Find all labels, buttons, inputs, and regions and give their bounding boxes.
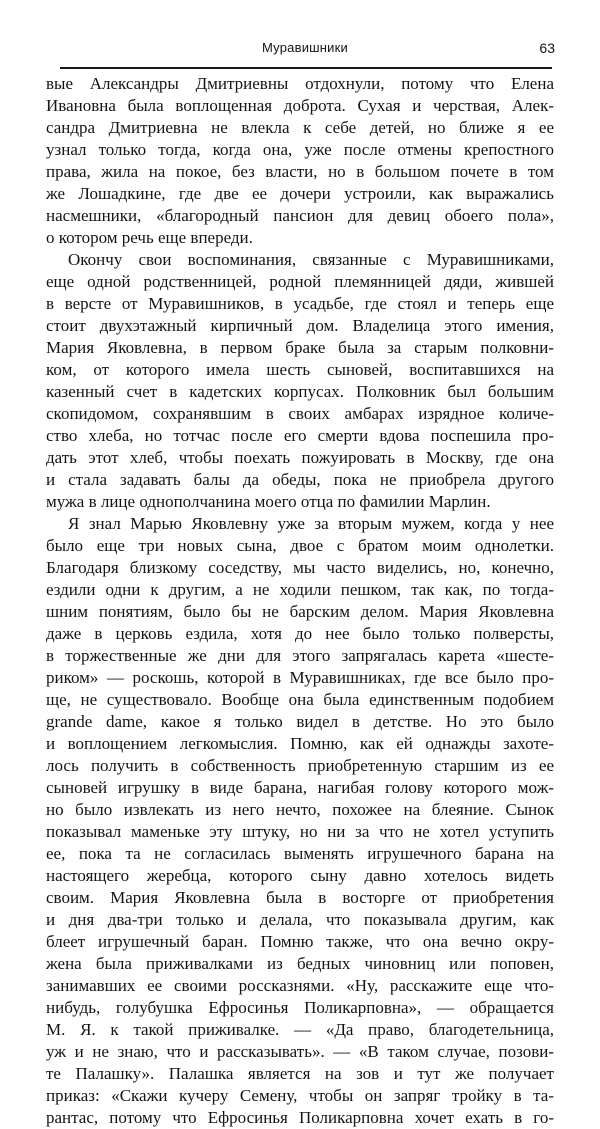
text-line: Ивановна была воплощенная доброта. Сухая и черствая, Алек-: [46, 96, 554, 115]
text-line: насмешники, «благородный пансион для девиц обоего пола»,: [46, 206, 554, 225]
text-line: шним понятиям, было бы не барским делом. Мария Яковлевна: [46, 602, 554, 621]
text-line: жена была приживалками из бедных чиновниц или поповен,: [46, 954, 554, 973]
text-line: grande dame, какое я только видел в детстве. Но это было: [46, 712, 554, 731]
text-line: Окончу свои воспоминания, связанные с Муравишниками,: [68, 250, 554, 269]
text-line: Мария Яковлевна, в первом браке была за старым полковни-: [46, 338, 554, 357]
body-text: [46, 73, 554, 1129]
text-line: сандра Дмитриевна не влекла к себе детей, но ближе я ее: [46, 118, 554, 137]
text-line: дать этот хлеб, чтобы поехать пожуировать в Москву, где она: [46, 448, 554, 467]
text-line: мужа в лице однополчанина моего отца по фамилии Марлин.: [46, 492, 491, 511]
text-line: ще, не существовало. Вообще она была единственным подобием: [46, 690, 554, 709]
text-line: М. Я. к такой приживалке. — «Да право, благодетельница,: [46, 1020, 554, 1039]
text-line: казенный счет в кадетских корпусах. Полковник был большим: [46, 382, 554, 401]
header-rule: [60, 67, 552, 69]
text-line: узнал только тогда, когда она, уже после отмены крепостного: [46, 140, 554, 159]
text-line: о котором речь еще впереди.: [46, 228, 253, 247]
text-line: приказ: «Скажи кучеру Семену, чтобы он запряг тройку в та-: [46, 1086, 554, 1105]
text-line: рантас, потому что Ефросинья Поликарповна хочет ехать в го-: [46, 1108, 554, 1127]
page-header: [55, 40, 555, 62]
text-line: было еще три новых сына, двое с братом моим однолетки.: [46, 536, 554, 555]
text-line: настоящего жеребца, которого сыну давно хотелось видеть: [46, 866, 554, 885]
text-line: и дня два-три только и делала, что показывала другим, как: [46, 910, 554, 929]
text-line: своим. Мария Яковлевна была в восторге от приобретения: [46, 888, 554, 907]
text-line: ездили одни к другим, а не ходили пешком, так как, по тогда-: [46, 580, 554, 599]
text-line: и стала задавать балы да обеды, пока не приобрела другого: [46, 470, 554, 489]
text-line: стоит двухэтажный кирпичный дом. Владелица этого имения,: [46, 316, 554, 335]
text-line: показывал маменьке эту штуку, но ни за что не хотел уступить: [46, 822, 554, 841]
text-line: но было извлекать из него нечто, похожее на блеяние. Сынок: [46, 800, 554, 819]
text-line: вые Александры Дмитриевны отдохнули, потому что Елена: [46, 74, 554, 93]
text-line: уж и не знаю, что и рассказывать». — «В таком случае, позови-: [46, 1042, 554, 1061]
text-line: ее, пока та не согласилась выменять игрушечного барана на: [46, 844, 554, 863]
text-line: те Палашку». Палашка является на зов и тут же получает: [46, 1064, 554, 1083]
text-line: занимавших ее своими россказнями. «Ну, расскажите еще что-: [46, 976, 554, 995]
text-line: риком» — роскошь, которой в Муравишниках, где все было про-: [46, 668, 554, 687]
text-line: даже в церковь ездила, хотя до нее было только полверсты,: [46, 624, 554, 643]
text-line: и воплощением легкомыслия. Помню, как ей однажды захоте-: [46, 734, 554, 753]
text-line: Я знал Марью Яковлевну уже за вторым мужем, когда у нее: [68, 514, 554, 533]
text-line: блеет игрушечный баран. Помню также, что она вечно окру-: [46, 932, 554, 951]
text-line: еще одной родственницей, родной племянницей дяди, жившей: [46, 272, 554, 291]
text-line: в торжественные же дни для этого запрягалась карета «шесте-: [46, 646, 554, 665]
running-title: Муравишники: [262, 40, 348, 55]
text-line: лось получить в собственность приобретенную старшим из ее: [46, 756, 554, 775]
text-line: сыновей игрушку в виде барана, нагибая голову которого мож-: [46, 778, 554, 797]
text-line: права, жила на покое, без власти, но в большом почете в том: [46, 162, 554, 181]
text-line: же Лошадкине, где две ее дочери устроили, как выражались: [46, 184, 554, 203]
text-line: ком, от которого имела шесть сыновей, воспитавшихся на: [46, 360, 554, 379]
page-number: 63: [539, 40, 555, 56]
text-line: ство хлеба, но тотчас после его смерти вдова поспешила про-: [46, 426, 554, 445]
text-line: в версте от Муравишников, в усадьбе, где стоял и теперь еще: [46, 294, 554, 313]
text-line: нибудь, голубушка Ефросинья Поликарповна», — обращается: [46, 998, 554, 1017]
text-line: Благодаря близкому соседству, мы часто виделись, но, конечно,: [46, 558, 554, 577]
text-line: скопидомом, сохранявшим в своих амбарах изрядное количе-: [46, 404, 554, 423]
